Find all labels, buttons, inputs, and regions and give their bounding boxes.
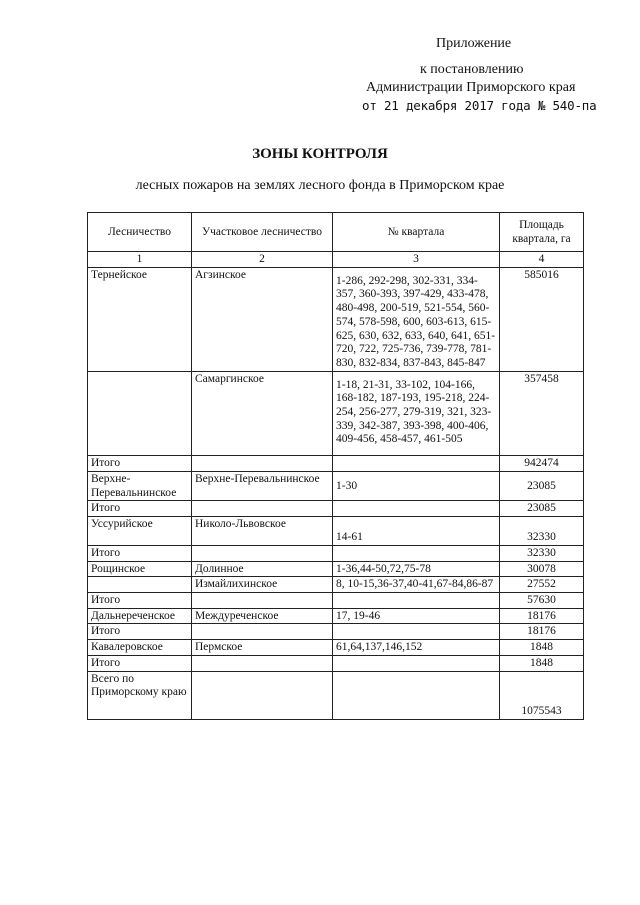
resolution-date-number: от 21 декабря 2017 года № 540-па <box>362 98 597 113</box>
area-cell: 18176 <box>500 608 584 624</box>
table-row <box>88 267 584 371</box>
resolution-label: к постановлению <box>420 62 524 77</box>
table-row-total <box>88 671 584 719</box>
area-cell: 942474 <box>500 456 584 472</box>
table-row <box>88 371 584 456</box>
forestry-cell: Итого <box>88 624 192 640</box>
document-subtitle: лесных пожаров на землях лесного фонда в Приморском крае <box>135 178 505 193</box>
district-cell <box>192 593 333 609</box>
district-cell: Измайлихинское <box>192 577 333 593</box>
administration-label: Администрации Приморского края <box>366 80 576 95</box>
appendix-label: Приложение <box>436 36 512 51</box>
district-cell <box>192 456 333 472</box>
table-row <box>88 456 584 472</box>
table-row <box>88 593 584 609</box>
forestry-cell: Рощинское <box>88 561 192 577</box>
table-row <box>88 624 584 640</box>
district-cell: Николо-Львовское <box>192 516 333 545</box>
district-cell: Верхне-Перевальнинское <box>192 471 333 500</box>
table-row <box>88 516 584 545</box>
district-cell <box>192 655 333 671</box>
area-cell: 32330 <box>500 516 584 545</box>
quarters-cell: 8, 10-15,36-37,40-41,67-84,86-87 <box>333 577 500 593</box>
quarters-cell: 1-18, 21-31, 33-102, 104-166, 168-182, 187-193, 195-218, 224-254, 256-277, 279-319, 321, 323-339, 342-387, 393-398, 400-406, 409-456, 458-457, 461-505 <box>333 371 500 456</box>
area-cell: 18176 <box>500 624 584 640</box>
forestry-cell: Итого <box>88 655 192 671</box>
district-cell: Пермское <box>192 640 333 656</box>
area-cell: 32330 <box>500 545 584 561</box>
column-number: 4 <box>500 252 584 268</box>
table-row <box>88 655 584 671</box>
column-number: 1 <box>88 252 192 268</box>
forestry-cell: Итого <box>88 593 192 609</box>
area-cell: 1848 <box>500 640 584 656</box>
district-cell <box>192 671 333 719</box>
area-cell: 23085 <box>500 471 584 500</box>
quarters-cell: 61,64,137,146,152 <box>333 640 500 656</box>
forestry-cell: Итого <box>88 456 192 472</box>
area-cell: 1075543 <box>500 671 584 719</box>
quarters-cell: 1-30 <box>333 471 500 500</box>
district-cell: Междуреченское <box>192 608 333 624</box>
quarters-cell: 1-36,44-50,72,75-78 <box>333 561 500 577</box>
table-row <box>88 561 584 577</box>
area-cell: 23085 <box>500 501 584 517</box>
forestry-cell: Всего по Приморскому краю <box>88 671 192 719</box>
forestry-cell: Верхне-Перевальнинское <box>88 471 192 500</box>
quarters-cell: 14-61 <box>333 516 500 545</box>
area-cell: 585016 <box>500 267 584 371</box>
column-number-row <box>88 252 584 268</box>
quarters-cell: 17, 19-46 <box>333 608 500 624</box>
quarters-cell <box>333 655 500 671</box>
district-cell <box>192 545 333 561</box>
header-quarter-area: Площадь квартала, га <box>500 213 584 252</box>
column-number: 3 <box>333 252 500 268</box>
table-row <box>88 577 584 593</box>
table-row <box>88 608 584 624</box>
forestry-cell: Уссурийское <box>88 516 192 545</box>
quarters-cell <box>333 624 500 640</box>
quarters-cell <box>333 545 500 561</box>
area-cell: 27552 <box>500 577 584 593</box>
quarters-cell <box>333 456 500 472</box>
forestry-cell <box>88 577 192 593</box>
district-cell <box>192 624 333 640</box>
header-forestry: Лесничество <box>88 213 192 252</box>
area-cell: 357458 <box>500 371 584 456</box>
forestry-cell: Дальнереченское <box>88 608 192 624</box>
forestry-cell: Итого <box>88 545 192 561</box>
table-row <box>88 640 584 656</box>
district-cell: Долинное <box>192 561 333 577</box>
quarters-cell <box>333 501 500 517</box>
quarters-cell <box>333 593 500 609</box>
column-number: 2 <box>192 252 333 268</box>
table-row <box>88 545 584 561</box>
forestry-cell <box>88 371 192 456</box>
header-quarter-number: № квартала <box>333 213 500 252</box>
header-district-forestry: Участковое лесничество <box>192 213 333 252</box>
control-zones-table <box>87 212 584 720</box>
forestry-cell: Итого <box>88 501 192 517</box>
quarters-cell: 1-286, 292-298, 302-331, 334-357, 360-393, 397-429, 433-478, 480-498, 200-519, 521-554, 560-574, 578-598, 600, 603-613, 615-625, 630, 632, 633, 640, 641, 651-720, 722, 725-736, 739-778, 781-830, 832-834, 837-843, 845-847 <box>333 267 500 371</box>
forestry-cell: Тернейское <box>88 267 192 371</box>
table-header-row <box>88 213 584 252</box>
table-row <box>88 471 584 500</box>
document-title: ЗОНЫ КОНТРОЛЯ <box>252 146 388 162</box>
area-cell: 57630 <box>500 593 584 609</box>
district-cell: Самаргинское <box>192 371 333 456</box>
area-cell: 30078 <box>500 561 584 577</box>
quarters-cell <box>333 671 500 719</box>
district-cell: Агзинское <box>192 267 333 371</box>
area-cell: 1848 <box>500 655 584 671</box>
table-row <box>88 501 584 517</box>
district-cell <box>192 501 333 517</box>
forestry-cell: Кавалеровское <box>88 640 192 656</box>
